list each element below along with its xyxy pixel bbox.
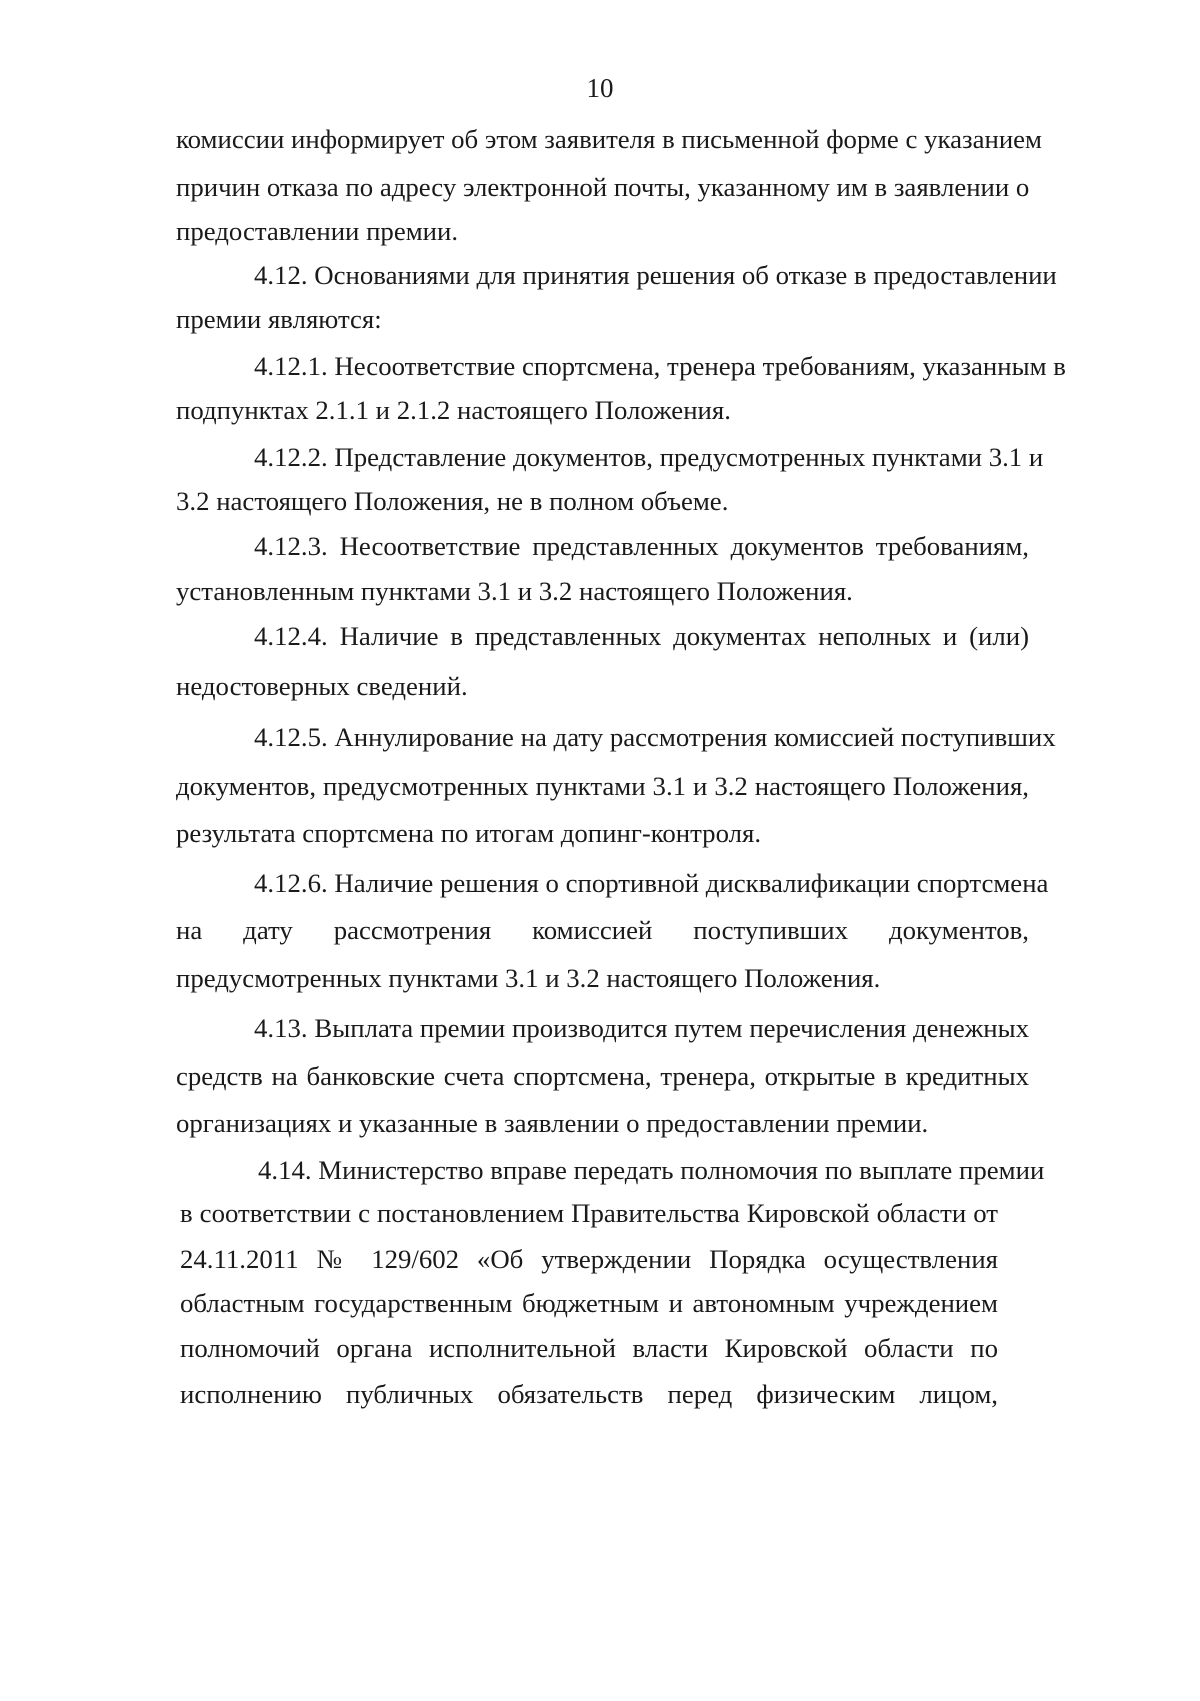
text-line: 4.12.5. Аннулирование на дату рассмотрения комиссией поступивших xyxy=(254,722,1056,752)
text-line: предоставлении премии. xyxy=(176,216,459,246)
text-line: в соответствии с постановлением Правительства Кировской области от xyxy=(180,1198,998,1228)
text-line: 4.12.2. Представление документов, предусмотренных пунктами 3.1 и xyxy=(254,442,1044,472)
text-line: 4.12.4. Наличие в представленных документах неполных и (или) xyxy=(254,621,1029,651)
text-line: 4.12.6. Наличие решения о спортивной дисквалификации спортсмена xyxy=(254,868,1049,898)
text-line: предусмотренных пунктами 3.1 и 3.2 настоящего Положения. xyxy=(176,963,881,993)
text-line: 4.12. Основаниями для принятия решения об отказе в предоставлении xyxy=(254,260,1057,290)
text-line: подпунктах 2.1.1 и 2.1.2 настоящего Положения. xyxy=(176,395,731,425)
text-line: областным государственным бюджетным и автономным учреждением xyxy=(180,1288,998,1318)
text-line: премии являются: xyxy=(176,304,382,334)
text-line: на дату рассмотрения комиссией поступивших документов, xyxy=(176,915,1029,945)
text-line: организациях и указанные в заявлении о предоставлении премии. xyxy=(176,1108,929,1138)
text-line: документов, предусмотренных пунктами 3.1 и 3.2 настоящего Положения, xyxy=(176,771,1029,801)
text-line: 24.11.2011 № 129/602 «Об утверждении Порядка осуществления xyxy=(180,1244,998,1274)
text-line: недостоверных сведений. xyxy=(176,671,468,701)
text-line: установленным пунктами 3.1 и 3.2 настоящего Положения. xyxy=(176,576,853,606)
page-number: 10 xyxy=(586,73,614,103)
text-line: исполнению публичных обязательств перед физическим лицом, xyxy=(180,1379,998,1409)
text-line: 4.12.1. Несоответствие спортсмена, тренера требованиям, указанным в xyxy=(254,351,1066,381)
text-line: 3.2 настоящего Положения, не в полном объеме. xyxy=(176,486,729,516)
text-line: 4.12.3. Несоответствие представленных документов требованиям, xyxy=(254,531,1029,561)
text-line: комиссии информирует об этом заявителя в письменной форме с указанием xyxy=(176,124,1043,154)
text-line: 4.13. Выплата премии производится путем перечисления денежных xyxy=(254,1013,1029,1043)
text-line: полномочий органа исполнительной власти Кировской области по xyxy=(180,1333,998,1363)
text-line: средств на банковские счета спортсмена, тренера, открытые в кредитных xyxy=(176,1061,1029,1091)
text-line: 4.14. Министерство вправе передать полномочия по выплате премии xyxy=(258,1155,1045,1185)
text-line: причин отказа по адресу электронной почты, указанному им в заявлении о xyxy=(176,172,1030,202)
text-line: результата спортсмена по итогам допинг-контроля. xyxy=(176,818,762,848)
